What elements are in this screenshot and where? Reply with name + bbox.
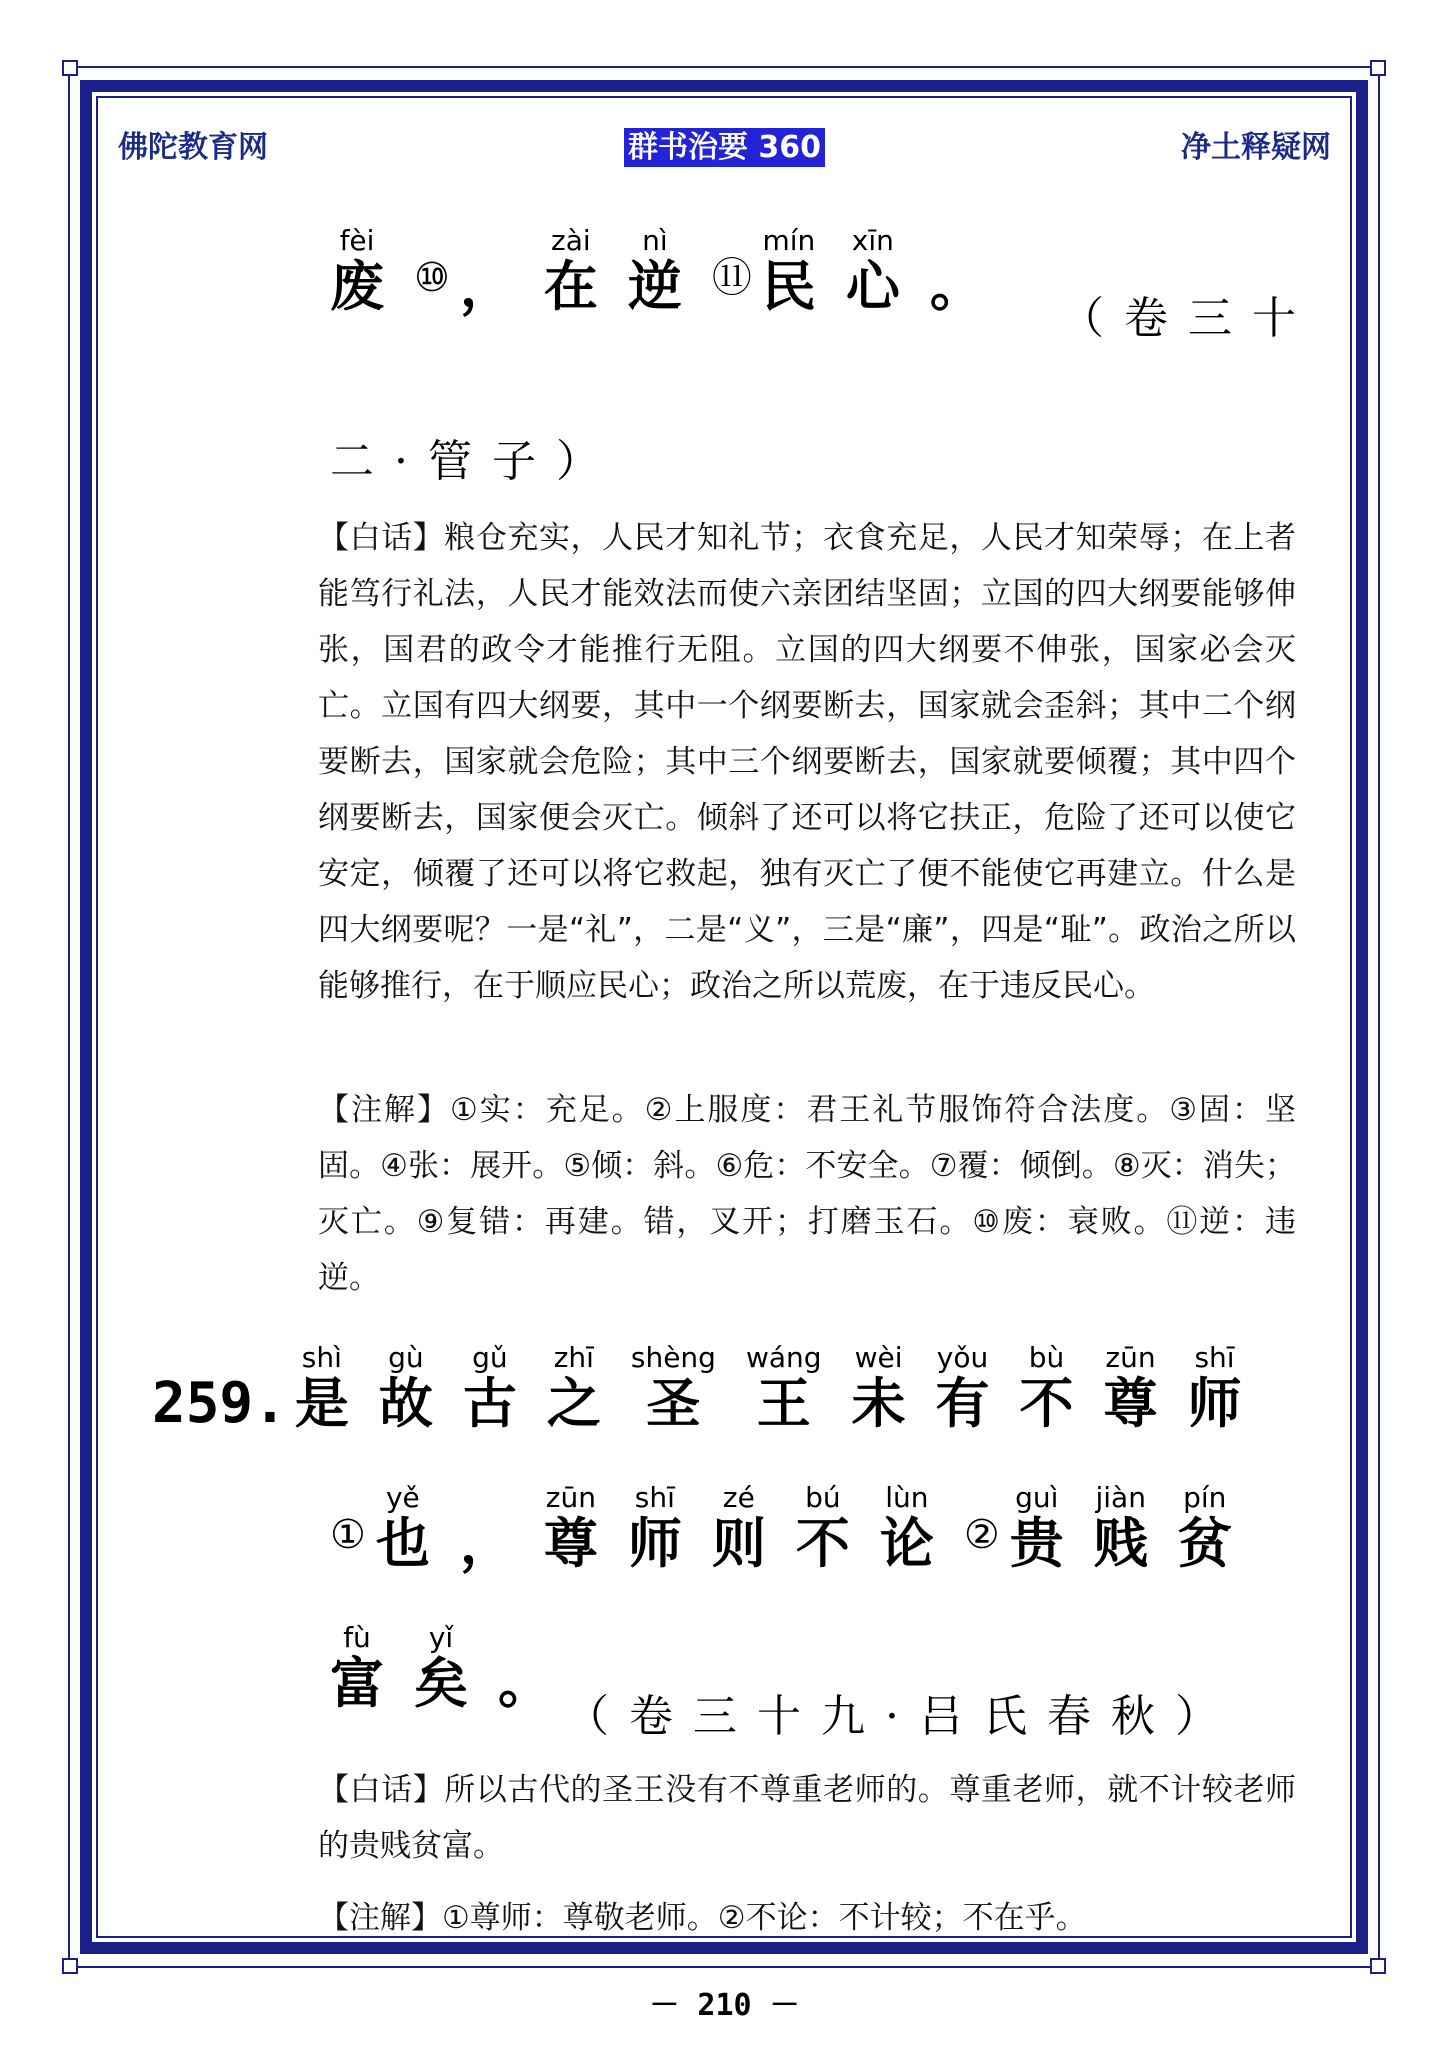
- hanzi: 是: [294, 1371, 349, 1435]
- baihua-tag: 【白话】: [318, 520, 445, 556]
- baihua-text: 粮仓充实，人民才知礼节；衣食充足，人民才知荣辱；在上者能笃行礼法，人民才能效法而使六亲团结坚固；立国的四大纲要能够伸张，国君的政令才能推行无阻。立国的四大纲要不伸张，国家必会灭亡。立国有四大纲要，其中一个纲要断去，国家就会歪斜；其中二个纲要断去，国家就会危险；其中三个纲要断去，国家就要倾覆；其中四个纲要断去，国家便会灭亡。倾斜了还可以将它扶正，危险了还可以使它安定，倾覆了还可以将它救起，独有灭亡了便不能使它再建立。什么是四大纲要呢？一是“礼”，二是“义”，三是“廉”，四是“耻”。政治之所以能够推行，在于顺应民心；政治之所以荒废，在于违反民心。: [318, 520, 1297, 1004]
- hanzi: 圣: [630, 1371, 716, 1435]
- zhujie-text: ①实：充足。②上服度：君王礼节服饰符合法度。③固：坚固。④张：展开。⑤倾：斜。⑥危：不安全。⑦覆：倾倒。⑧灭：消失；灭亡。⑨复错：再建。错，叉开；打磨玉石。⑩废：衰败。⑪逆：违逆。: [318, 1092, 1297, 1296]
- footnote-marker: ⑩: [414, 255, 450, 301]
- ruby-char: [378, 1341, 433, 1435]
- pinyin: yě: [375, 1481, 430, 1514]
- ruby-char: [1177, 1481, 1232, 1575]
- pinyin: yǐ: [414, 1621, 468, 1654]
- zhujie-paragraph: [318, 1890, 1296, 1946]
- hanzi: 师: [627, 1511, 682, 1575]
- ruby-char: [851, 1341, 906, 1435]
- source-citation: [565, 1680, 1239, 1744]
- border-corner-ornament: [1370, 60, 1386, 76]
- hanzi: 师: [1187, 1371, 1242, 1435]
- header-site-left: 佛陀教育网: [118, 130, 268, 165]
- punctuation: 。: [498, 1651, 552, 1715]
- ruby-char: [1009, 1481, 1064, 1575]
- pinyin: shèng: [630, 1341, 716, 1374]
- pinyin: wáng: [745, 1341, 822, 1374]
- hanzi: 贫: [1177, 1511, 1232, 1575]
- classical-line: [330, 1621, 582, 1718]
- pinyin: xīn: [845, 224, 900, 257]
- page-border-inner: [96, 96, 1352, 1938]
- pinyin: guì: [1009, 1481, 1064, 1514]
- ruby-char: [330, 1621, 384, 1715]
- hanzi: 未: [851, 1371, 906, 1435]
- hanzi: 不: [1019, 1371, 1074, 1435]
- pinyin: pín: [1177, 1481, 1232, 1514]
- hanzi: 民: [761, 254, 816, 318]
- hanzi: 在: [543, 254, 598, 318]
- hanzi: 尊: [1103, 1371, 1158, 1435]
- hanzi: 也: [375, 1511, 430, 1575]
- pinyin: zài: [543, 224, 598, 257]
- pinyin: gù: [378, 1341, 433, 1374]
- pinyin: jiàn: [1093, 1481, 1148, 1514]
- page-number: － 210 －: [649, 1988, 800, 2023]
- hanzi: 尊: [543, 1511, 598, 1575]
- source-text: （卷三十九·吕氏春秋）: [565, 1691, 1239, 1742]
- pinyin: nì: [627, 224, 682, 257]
- zhujie-tag: 【注解】: [318, 1092, 450, 1128]
- border-corner-ornament: [1370, 1958, 1386, 1974]
- pinyin: fù: [330, 1621, 384, 1654]
- ruby-char: [330, 224, 384, 318]
- pinyin: mín: [761, 224, 816, 257]
- ruby-char: [1019, 1341, 1074, 1435]
- zhujie-tag: 【注解】: [318, 1900, 442, 1936]
- zhujie-paragraph: [318, 1082, 1296, 1306]
- pinyin: shì: [294, 1341, 349, 1374]
- pinyin: zé: [711, 1481, 766, 1514]
- ruby-char: [1103, 1341, 1158, 1435]
- pinyin: lùn: [879, 1481, 934, 1514]
- classical-line: [330, 224, 1014, 321]
- pinyin: bú: [795, 1481, 850, 1514]
- ruby-char: [627, 1481, 682, 1575]
- header-site-right: 净土释疑网: [1181, 130, 1331, 165]
- pinyin: bù: [1019, 1341, 1074, 1374]
- hanzi: 废: [330, 254, 384, 318]
- ruby-char: [1093, 1481, 1148, 1575]
- hanzi: 论: [879, 1511, 934, 1575]
- hanzi: 逆: [627, 254, 682, 318]
- ruby-char: [711, 1481, 766, 1575]
- source-text: （卷三十: [1060, 293, 1316, 344]
- punctuation: ，: [459, 1511, 514, 1575]
- classical-line: [330, 1481, 1262, 1578]
- ruby-char: [879, 1481, 934, 1575]
- hanzi: 矣: [414, 1651, 468, 1715]
- footnote-marker: ②: [963, 1512, 1000, 1558]
- ruby-char: [375, 1481, 430, 1575]
- hanzi: 贱: [1093, 1511, 1148, 1575]
- hanzi: 则: [711, 1511, 766, 1575]
- pinyin: zhī: [546, 1341, 601, 1374]
- ruby-char: [462, 1341, 517, 1435]
- baihua-text: 所以古代的圣王没有不尊重老师的。尊重老师，就不计较老师的贵贱贫富。: [318, 1772, 1297, 1864]
- punctuation: 。: [929, 254, 984, 318]
- pinyin: wèi: [851, 1341, 906, 1374]
- ruby-char: [761, 224, 816, 318]
- ruby-char: [414, 1621, 468, 1715]
- footnote-marker: ⑪: [711, 255, 752, 301]
- border-corner-ornament: [62, 1958, 78, 1974]
- ruby-char: [935, 1341, 990, 1435]
- ruby-char: [630, 1341, 716, 1435]
- entry-number: 259.: [152, 1371, 287, 1436]
- ruby-char: [1187, 1341, 1242, 1435]
- hanzi: 富: [330, 1651, 384, 1715]
- hanzi: 贵: [1009, 1511, 1064, 1575]
- ruby-char: [745, 1341, 822, 1435]
- hanzi: 心: [845, 254, 900, 318]
- pinyin: zūn: [543, 1481, 598, 1514]
- pinyin: shī: [627, 1481, 682, 1514]
- pinyin: shī: [1187, 1341, 1242, 1374]
- zhujie-text: ①尊师：尊敬老师。②不论：不计较；不在乎。: [442, 1900, 1087, 1936]
- border-corner-ornament: [62, 60, 78, 76]
- ruby-char: [845, 224, 900, 318]
- pinyin: zūn: [1103, 1341, 1158, 1374]
- classical-line: [152, 1341, 1272, 1438]
- hanzi: 不: [795, 1511, 850, 1575]
- pinyin: fèi: [330, 224, 384, 257]
- baihua-paragraph: [318, 1762, 1296, 1874]
- baihua-paragraph: [318, 510, 1296, 1014]
- ruby-char: [543, 224, 598, 318]
- ruby-char: [294, 1341, 349, 1435]
- pinyin: gǔ: [462, 1341, 517, 1374]
- source-citation: [330, 425, 620, 489]
- source-text: 二·管子）: [330, 436, 620, 487]
- hanzi: 故: [378, 1371, 433, 1435]
- hanzi: 有: [935, 1371, 990, 1435]
- ruby-char: [795, 1481, 850, 1575]
- ruby-char: [543, 1481, 598, 1575]
- ruby-char: [627, 224, 682, 318]
- ruby-char: [546, 1341, 601, 1435]
- pinyin: yǒu: [935, 1341, 990, 1374]
- header-title-highlight: 群书治要 360: [624, 128, 825, 167]
- hanzi: 之: [546, 1371, 601, 1435]
- punctuation: ，: [459, 254, 514, 318]
- hanzi: 古: [462, 1371, 517, 1435]
- hanzi: 王: [745, 1371, 822, 1435]
- footnote-marker: ①: [330, 1512, 366, 1558]
- source-citation: [1060, 282, 1316, 346]
- baihua-tag: 【白话】: [318, 1772, 445, 1808]
